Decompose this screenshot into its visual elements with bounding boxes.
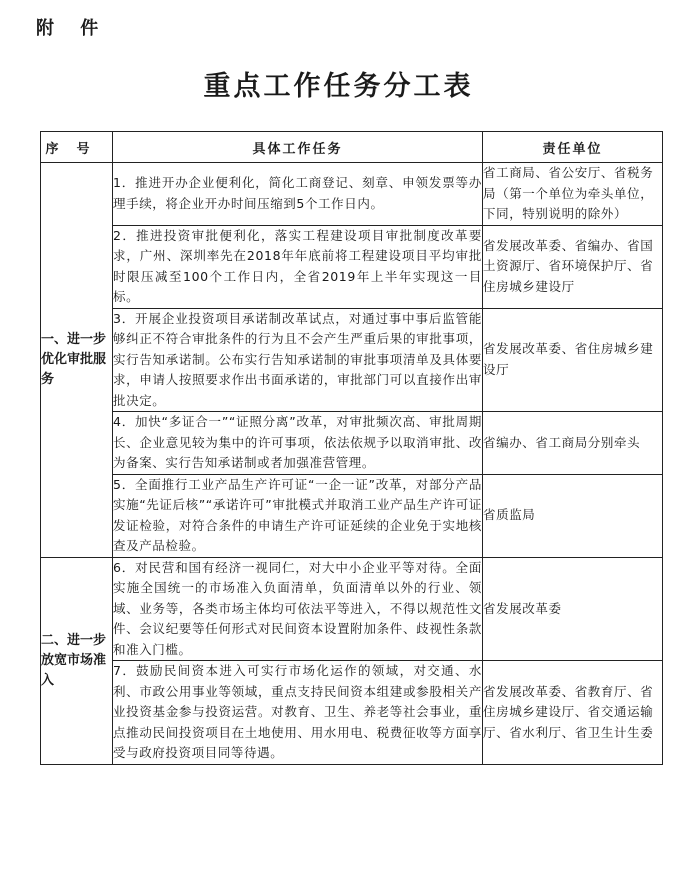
table-row bbox=[41, 308, 663, 412]
task-cell: 3．开展企业投资项目承诺制改革试点，对通过事中事后监管能够纠正不符合审批条件的行为且不会产生严重后果的审批事项，实行告知承诺制。公布实行告知承诺制的审批事项清单及具体要求，申请人按照要求作出书面承诺的，审批部门可以直接作出审批决定。 bbox=[113, 308, 483, 412]
unit-cell: 省编办、省工商局分别牵头 bbox=[483, 412, 663, 475]
table-row bbox=[41, 163, 663, 226]
table-row bbox=[41, 474, 663, 557]
task-cell: 6．对民营和国有经济一视同仁，对大中小企业平等对待。全面实施全国统一的市场准入负面清单，负面清单以外的行业、领域、业务等，各类市场主体均可依法平等进入，不得以规范性文件、会议纪要等任何形式对民间资本设置附加条件、歧视性条款和准入门槛。 bbox=[113, 557, 483, 661]
task-cell: 2．推进投资审批便利化，落实工程建设项目审批制度改革要求，广州、深圳率先在2018年年底前将工程建设项目平均审批时限压减至100个工作日内，全省2019年上半年实现这一目标。 bbox=[113, 225, 483, 308]
header-unit: 责任单位 bbox=[483, 132, 663, 163]
attachment-label: 附 件 bbox=[36, 18, 109, 39]
header-task: 具体工作任务 bbox=[113, 132, 483, 163]
unit-cell: 省发展改革委、省教育厅、省住房城乡建设厅、省交通运输厅、省水利厅、省卫生计生委 bbox=[483, 661, 663, 765]
page-title: 重点工作任务分工表 bbox=[203, 71, 474, 102]
category-cell: 一、进一步优化审批服务 bbox=[41, 163, 113, 558]
unit-cell: 省发展改革委 bbox=[483, 557, 663, 661]
task-cell: 7．鼓励民间资本进入可实行市场化运作的领域，对交通、水利、市政公用事业等领域，重点支持民间资本组建或参股相关产业投资基金参与投资运营。对教育、卫生、养老等社会事业，重点推动民间投资项目在土地使用、用水用电、税费征收等方面享受与政府投资项目同等待遇。 bbox=[113, 661, 483, 765]
unit-cell: 省工商局、省公安厅、省税务局（第一个单位为牵头单位，下同，特别说明的除外） bbox=[483, 163, 663, 226]
task-cell: 1．推进开办企业便利化，简化工商登记、刻章、申领发票等办理手续，将企业开办时间压缩到5个工作日内。 bbox=[113, 163, 483, 226]
task-assignment-table bbox=[40, 131, 663, 765]
table-row bbox=[41, 225, 663, 308]
unit-cell: 省质监局 bbox=[483, 474, 663, 557]
table-row bbox=[41, 557, 663, 661]
unit-cell: 省发展改革委、省编办、省国土资源厅、省环境保护厅、省住房城乡建设厅 bbox=[483, 225, 663, 308]
table-header-row bbox=[41, 132, 663, 163]
table-row bbox=[41, 661, 663, 765]
task-cell: 4．加快“多证合一”“证照分离”改革，对审批频次高、审批周期长、企业意见较为集中的许可事项，依法依规予以取消审批、改为备案、实行告知承诺制或者加强准营管理。 bbox=[113, 412, 483, 475]
unit-cell: 省发展改革委、省住房城乡建设厅 bbox=[483, 308, 663, 412]
table-row bbox=[41, 412, 663, 475]
category-cell: 二、进一步放宽市场准入 bbox=[41, 557, 113, 764]
task-cell: 5．全面推行工业产品生产许可证“一企一证”改革，对部分产品实施“先证后核”“承诺许可”审批模式并取消工业产品生产许可证发证检验，对符合条件的申请生产许可证延续的企业免于实地核查及产品检验。 bbox=[113, 474, 483, 557]
header-seq: 序号 bbox=[41, 132, 113, 163]
